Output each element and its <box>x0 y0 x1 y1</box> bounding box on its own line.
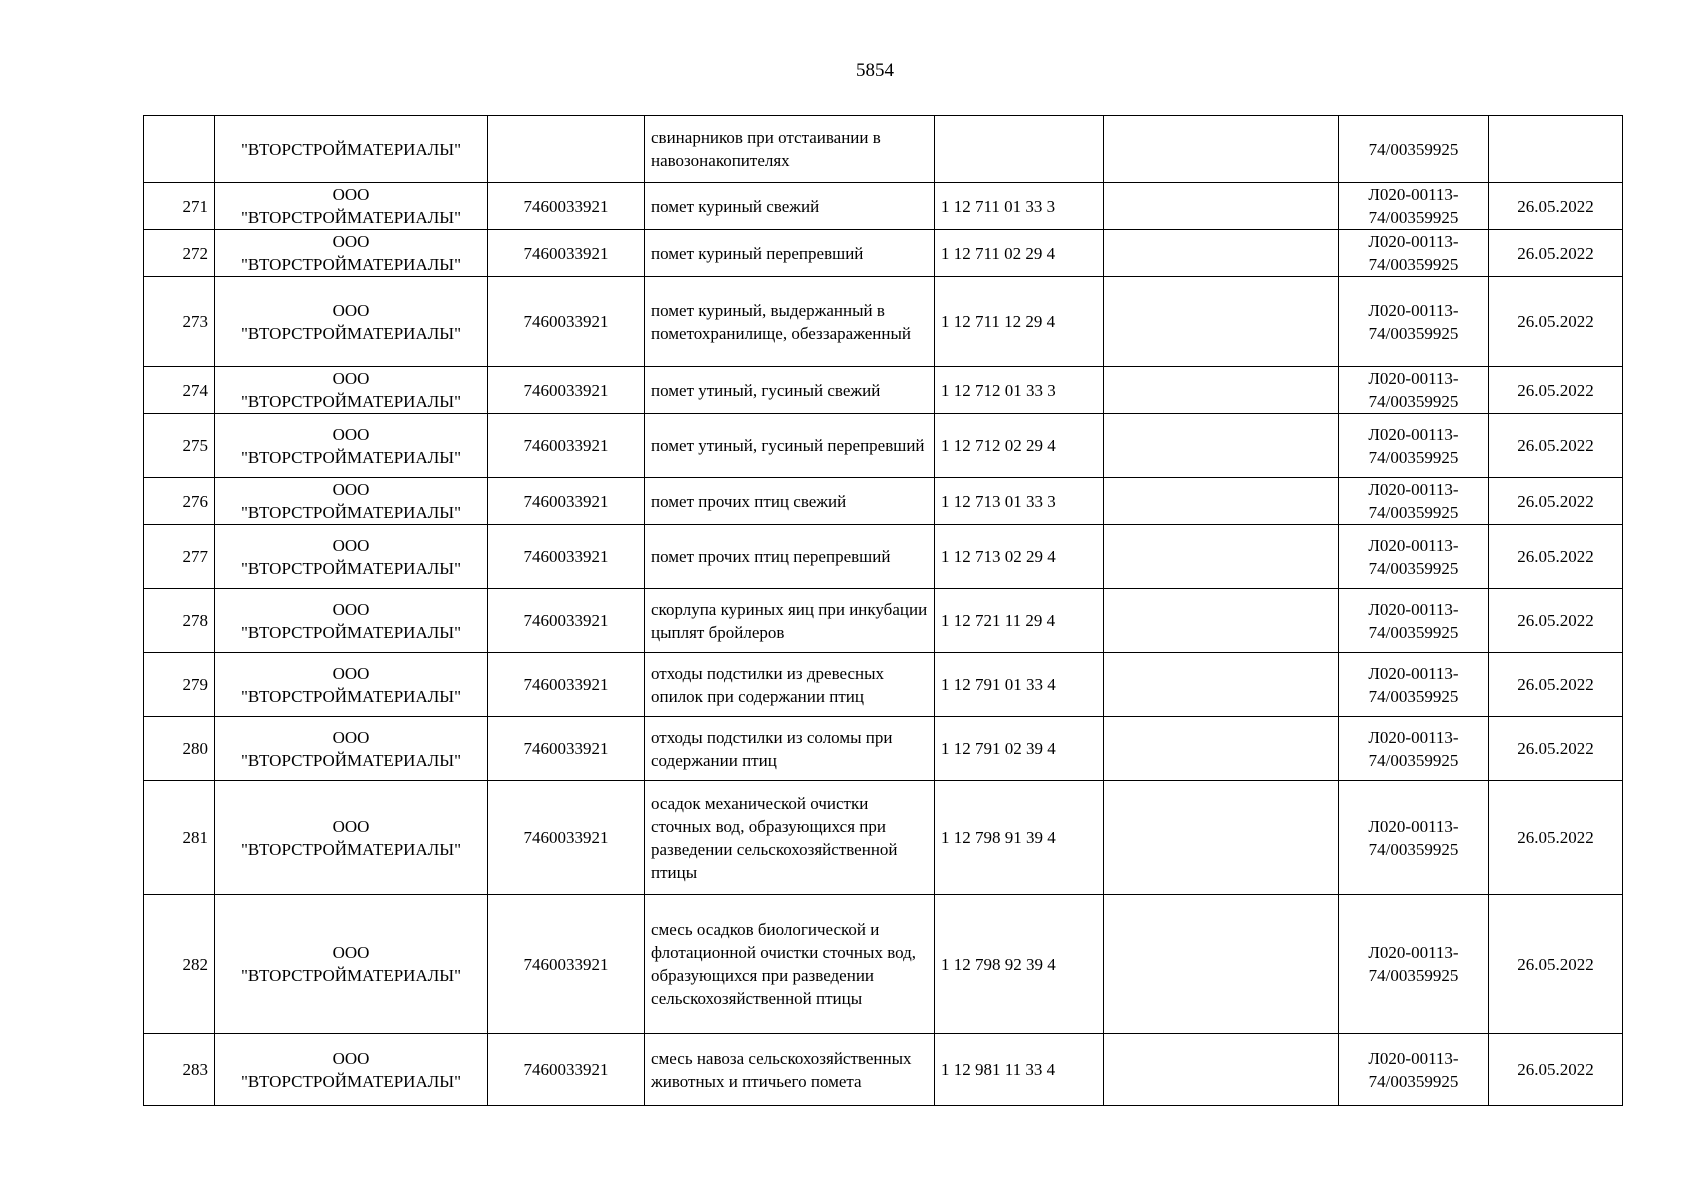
waste-name-text: помет куриный перепревший <box>651 243 864 263</box>
organization-name <box>215 1034 488 1106</box>
license-number-line: Л020-00113- <box>1368 727 1459 747</box>
organization-name <box>215 277 488 367</box>
organization-name-line: "ВТОРСТРОЙМАТЕРИАЛЫ" <box>240 839 462 859</box>
license-date <box>1489 414 1623 478</box>
waste-name <box>645 653 935 717</box>
table-row <box>144 478 1623 525</box>
license-number <box>1339 525 1489 589</box>
fkko-code-text: 1 12 981 11 33 4 <box>941 1060 1056 1079</box>
row-number <box>144 367 215 414</box>
organization-name-line: ООО <box>332 663 370 683</box>
fkko-code-text: 1 12 798 91 39 4 <box>941 828 1056 847</box>
organization-name-line: ООО <box>332 232 370 251</box>
license-number-line: 74/00359925 <box>1368 323 1459 343</box>
waste-name <box>645 589 935 653</box>
license-number <box>1339 781 1489 895</box>
waste-license-table <box>143 115 1623 1106</box>
license-date-text: 26.05.2022 <box>1517 611 1594 630</box>
activity-cell-empty <box>1104 589 1339 653</box>
table-row <box>144 895 1623 1034</box>
row-number-text: 271 <box>182 196 208 216</box>
fkko-code <box>935 589 1104 653</box>
waste-name <box>645 478 935 525</box>
waste-name <box>645 367 935 414</box>
license-number-line: Л020-00113- <box>1368 943 1459 962</box>
fkko-code <box>935 367 1104 414</box>
license-number-line: 74/00359925 <box>1368 750 1459 770</box>
inn-cell <box>488 717 645 781</box>
license-number <box>1339 414 1489 478</box>
row-number <box>144 230 215 277</box>
organization-name-line: ООО <box>332 480 370 499</box>
license-number-line: 74/00359925 <box>1368 839 1459 859</box>
organization-name-line: ООО <box>332 727 370 747</box>
waste-name <box>645 717 935 781</box>
inn-text: 7460033921 <box>523 828 609 847</box>
license-number-line: Л020-00113- <box>1368 599 1459 619</box>
inn-cell <box>488 895 645 1034</box>
inn-text: 7460033921 <box>523 739 609 758</box>
license-date <box>1489 895 1623 1034</box>
license-number <box>1339 367 1489 414</box>
organization-name <box>215 414 488 478</box>
waste-name-text: свинарников при отстаивании в навозонакопителях <box>651 128 881 170</box>
license-number-line: 74/00359925 <box>1368 622 1459 642</box>
inn-cell <box>488 116 645 183</box>
license-date-text: 26.05.2022 <box>1517 196 1594 216</box>
page-number: 5854 <box>856 60 894 81</box>
waste-name <box>645 116 935 183</box>
row-number <box>144 589 215 653</box>
inn-text: 7460033921 <box>523 954 609 974</box>
waste-name <box>645 183 935 230</box>
license-date <box>1489 717 1623 781</box>
organization-name-line: "ВТОРСТРОЙМАТЕРИАЛЫ" <box>240 750 462 770</box>
waste-name <box>645 781 935 895</box>
inn-text: 7460033921 <box>523 491 609 511</box>
organization-name-line: "ВТОРСТРОЙМАТЕРИАЛЫ" <box>240 447 462 467</box>
license-number-line: Л020-00113- <box>1368 424 1459 444</box>
waste-name-text: помет утиный, гусиный перепревший <box>651 436 925 455</box>
license-number <box>1339 230 1489 277</box>
organization-name-line: "ВТОРСТРОЙМАТЕРИАЛЫ" <box>240 392 462 411</box>
activity-cell-empty <box>1104 414 1339 478</box>
organization-name <box>215 230 488 277</box>
license-number-line: Л020-00113- <box>1368 185 1459 204</box>
row-number <box>144 781 215 895</box>
inn-text: 7460033921 <box>523 196 609 216</box>
fkko-code-text: 1 12 712 02 29 4 <box>941 436 1056 455</box>
license-date-text: 26.05.2022 <box>1517 436 1594 455</box>
license-date-text: 26.05.2022 <box>1517 380 1594 400</box>
row-number <box>144 525 215 589</box>
row-number <box>144 1034 215 1106</box>
organization-name-line: ООО <box>332 185 370 204</box>
organization-name <box>215 525 488 589</box>
license-number-line: Л020-00113- <box>1368 480 1459 499</box>
activity-cell-empty <box>1104 183 1339 230</box>
fkko-code <box>935 1034 1104 1106</box>
activity-cell-empty <box>1104 525 1339 589</box>
table-row <box>144 589 1623 653</box>
license-date-text: 26.05.2022 <box>1517 954 1594 974</box>
license-number-line: Л020-00113- <box>1368 663 1459 683</box>
waste-name <box>645 1034 935 1106</box>
license-number <box>1339 478 1489 525</box>
inn-text: 7460033921 <box>523 436 609 455</box>
activity-cell-empty <box>1104 781 1339 895</box>
organization-name-line: "ВТОРСТРОЙМАТЕРИАЛЫ" <box>240 208 462 227</box>
fkko-code-text: 1 12 791 01 33 4 <box>941 675 1056 694</box>
organization-name-line: ООО <box>332 535 370 555</box>
license-number <box>1339 589 1489 653</box>
license-date-text: 26.05.2022 <box>1517 547 1594 566</box>
license-number-line: 74/00359925 <box>1368 208 1459 227</box>
row-number-text: 281 <box>182 828 208 847</box>
license-date-text: 26.05.2022 <box>1517 675 1594 694</box>
license-date <box>1489 183 1623 230</box>
license-number-line: 74/00359925 <box>1368 686 1459 706</box>
waste-name-text: помет прочих птиц перепревший <box>651 547 891 566</box>
fkko-code-text: 1 12 721 11 29 4 <box>941 611 1056 630</box>
license-date-text: 26.05.2022 <box>1517 243 1594 263</box>
row-number-text: 273 <box>182 312 208 331</box>
license-date <box>1489 781 1623 895</box>
organization-name <box>215 781 488 895</box>
activity-cell-empty <box>1104 717 1339 781</box>
waste-name <box>645 277 935 367</box>
inn-cell <box>488 414 645 478</box>
fkko-code <box>935 781 1104 895</box>
inn-cell <box>488 277 645 367</box>
row-number <box>144 183 215 230</box>
organization-name-line: "ВТОРСТРОЙМАТЕРИАЛЫ" <box>240 966 462 985</box>
organization-name-line: ООО <box>332 943 370 962</box>
waste-name-text: скорлупа куриных яиц при инкубации цыплят бройлеров <box>651 599 928 642</box>
row-number-text: 277 <box>182 547 208 566</box>
row-number-text: 282 <box>182 954 208 974</box>
table-row <box>144 525 1623 589</box>
license-date-text: 26.05.2022 <box>1517 1060 1594 1079</box>
inn-text: 7460033921 <box>523 611 609 630</box>
row-number-text: 274 <box>182 380 208 400</box>
license-date <box>1489 653 1623 717</box>
waste-name-text: осадок механической очистки сточных вод, образующихся при разведении сельскохозяйственной птицы <box>651 793 898 882</box>
table-row <box>144 367 1623 414</box>
license-number-line: 74/00359925 <box>1368 558 1459 578</box>
table-row <box>144 277 1623 367</box>
fkko-code-text: 1 12 713 01 33 3 <box>941 491 1056 511</box>
waste-name <box>645 230 935 277</box>
activity-cell-empty <box>1104 230 1339 277</box>
continued-table-row <box>144 116 1623 183</box>
inn-text: 7460033921 <box>523 312 609 331</box>
license-number-line: 74/00359925 <box>1368 392 1459 411</box>
row-number <box>144 895 215 1034</box>
organization-name-line: "ВТОРСТРОЙМАТЕРИАЛЫ" <box>240 1071 462 1091</box>
row-number-text: 278 <box>182 611 208 630</box>
organization-name-line: "ВТОРСТРОЙМАТЕРИАЛЫ" <box>240 558 462 578</box>
license-date <box>1489 277 1623 367</box>
inn-text: 7460033921 <box>523 1060 609 1079</box>
organization-name-line: "ВТОРСТРОЙМАТЕРИАЛЫ" <box>240 255 462 274</box>
license-date <box>1489 1034 1623 1106</box>
inn-text: 7460033921 <box>523 243 609 263</box>
organization-name-line: "ВТОРСТРОЙМАТЕРИАЛЫ" <box>240 622 462 642</box>
license-date-text: 26.05.2022 <box>1517 828 1594 847</box>
row-number-text: 272 <box>182 243 208 263</box>
row-number-text: 280 <box>182 739 208 758</box>
fkko-code-text: 1 12 711 12 29 4 <box>941 312 1056 331</box>
license-date <box>1489 116 1623 183</box>
waste-name-text: смесь осадков биологической и флотационной очистки сточных вод, образующихся при разведении сельскохозяйственной птицы <box>651 920 917 1008</box>
organization-name <box>215 653 488 717</box>
fkko-code-text: 1 12 791 02 39 4 <box>941 739 1056 758</box>
license-date <box>1489 230 1623 277</box>
row-number <box>144 653 215 717</box>
table-row <box>144 414 1623 478</box>
organization-name-line: ООО <box>332 816 370 836</box>
inn-cell <box>488 1034 645 1106</box>
activity-cell-empty <box>1104 895 1339 1034</box>
waste-name <box>645 414 935 478</box>
organization-name-line: ООО <box>332 369 370 388</box>
organization-name-line: "ВТОРСТРОЙМАТЕРИАЛЫ" <box>240 323 462 343</box>
table-row <box>144 653 1623 717</box>
activity-cell-empty <box>1104 653 1339 717</box>
table-row <box>144 183 1623 230</box>
organization-name-line: "ВТОРСТРОЙМАТЕРИАЛЫ" <box>240 139 462 159</box>
waste-name <box>645 895 935 1034</box>
license-number-line: Л020-00113- <box>1368 232 1459 251</box>
row-number <box>144 116 215 183</box>
license-number-line: Л020-00113- <box>1368 816 1459 836</box>
license-date-text: 26.05.2022 <box>1517 739 1594 758</box>
organization-name-line: ООО <box>332 1048 370 1068</box>
row-number-text: 275 <box>182 436 208 455</box>
waste-name-text: помет куриный, выдержанный в пометохранилище, обеззараженный <box>651 300 912 343</box>
waste-name-text: помет прочих птиц свежий <box>651 491 847 511</box>
organization-name <box>215 367 488 414</box>
row-number <box>144 717 215 781</box>
activity-cell-empty <box>1104 367 1339 414</box>
row-number <box>144 414 215 478</box>
organization-name-line: ООО <box>332 300 370 320</box>
inn-cell <box>488 589 645 653</box>
fkko-code <box>935 277 1104 367</box>
fkko-code <box>935 478 1104 525</box>
license-date <box>1489 525 1623 589</box>
inn-cell <box>488 230 645 277</box>
organization-name <box>215 478 488 525</box>
fkko-code <box>935 717 1104 781</box>
activity-cell-empty <box>1104 478 1339 525</box>
row-number-text: 283 <box>182 1060 208 1079</box>
inn-cell <box>488 653 645 717</box>
organization-name-line: "ВТОРСТРОЙМАТЕРИАЛЫ" <box>240 686 462 706</box>
fkko-code <box>935 230 1104 277</box>
license-number-line: 74/00359925 <box>1368 1071 1459 1091</box>
inn-text: 7460033921 <box>523 547 609 566</box>
license-number-line: 74/00359925 <box>1368 255 1459 274</box>
fkko-code-text: 1 12 798 92 39 4 <box>941 954 1056 974</box>
fkko-code <box>935 414 1104 478</box>
license-number <box>1339 895 1489 1034</box>
organization-name <box>215 717 488 781</box>
organization-name-line: "ВТОРСТРОЙМАТЕРИАЛЫ" <box>240 503 462 522</box>
fkko-code <box>935 895 1104 1034</box>
waste-name-text: помет куриный свежий <box>651 196 820 216</box>
license-number <box>1339 653 1489 717</box>
inn-text: 7460033921 <box>523 675 609 694</box>
organization-name <box>215 116 488 183</box>
fkko-code <box>935 525 1104 589</box>
inn-cell <box>488 781 645 895</box>
fkko-code-text: 1 12 711 02 29 4 <box>941 243 1056 263</box>
fkko-code <box>935 116 1104 183</box>
organization-name <box>215 183 488 230</box>
row-number <box>144 478 215 525</box>
row-number-text: 279 <box>182 675 208 694</box>
fkko-code <box>935 183 1104 230</box>
waste-name <box>645 525 935 589</box>
organization-name <box>215 589 488 653</box>
license-date-text: 26.05.2022 <box>1517 491 1594 511</box>
inn-cell <box>488 367 645 414</box>
license-date <box>1489 589 1623 653</box>
license-number <box>1339 116 1489 183</box>
waste-name-text: смесь навоза сельскохозяйственных животных и птичьего помета <box>651 1048 912 1091</box>
license-number-line: Л020-00113- <box>1368 369 1459 388</box>
license-number-line: Л020-00113- <box>1368 300 1459 320</box>
table-body <box>144 116 1623 1106</box>
row-number-text: 276 <box>182 491 208 511</box>
inn-text: 7460033921 <box>523 380 609 400</box>
license-number <box>1339 1034 1489 1106</box>
activity-cell-empty <box>1104 277 1339 367</box>
inn-cell <box>488 525 645 589</box>
license-number-line: 74/00359925 <box>1368 447 1459 467</box>
license-number-line: Л020-00113- <box>1368 535 1459 555</box>
license-number-line: 74/00359925 <box>1368 503 1459 522</box>
license-number-line: 74/00359925 <box>1368 139 1459 159</box>
activity-cell-empty <box>1104 116 1339 183</box>
fkko-code-text: 1 12 711 01 33 3 <box>941 196 1056 216</box>
table-row <box>144 781 1623 895</box>
activity-cell-empty <box>1104 1034 1339 1106</box>
license-number <box>1339 277 1489 367</box>
waste-name-text: отходы подстилки из соломы при содержании птиц <box>651 727 893 770</box>
table-row <box>144 1034 1623 1106</box>
fkko-code-text: 1 12 713 02 29 4 <box>941 547 1056 566</box>
organization-name <box>215 895 488 1034</box>
license-number-line: 74/00359925 <box>1368 966 1459 985</box>
waste-name-text: отходы подстилки из древесных опилок при содержании птиц <box>651 663 885 706</box>
row-number <box>144 277 215 367</box>
waste-name-text: помет утиный, гусиный свежий <box>651 380 881 400</box>
organization-name-line: ООО <box>332 424 370 444</box>
license-number <box>1339 183 1489 230</box>
inn-cell <box>488 478 645 525</box>
inn-cell <box>488 183 645 230</box>
table-row <box>144 230 1623 277</box>
organization-name-line: ООО <box>332 599 370 619</box>
license-date <box>1489 478 1623 525</box>
license-number-line: Л020-00113- <box>1368 1048 1459 1068</box>
table-row <box>144 717 1623 781</box>
license-number <box>1339 717 1489 781</box>
license-date <box>1489 367 1623 414</box>
license-date-text: 26.05.2022 <box>1517 312 1594 331</box>
fkko-code-text: 1 12 712 01 33 3 <box>941 380 1056 400</box>
fkko-code <box>935 653 1104 717</box>
